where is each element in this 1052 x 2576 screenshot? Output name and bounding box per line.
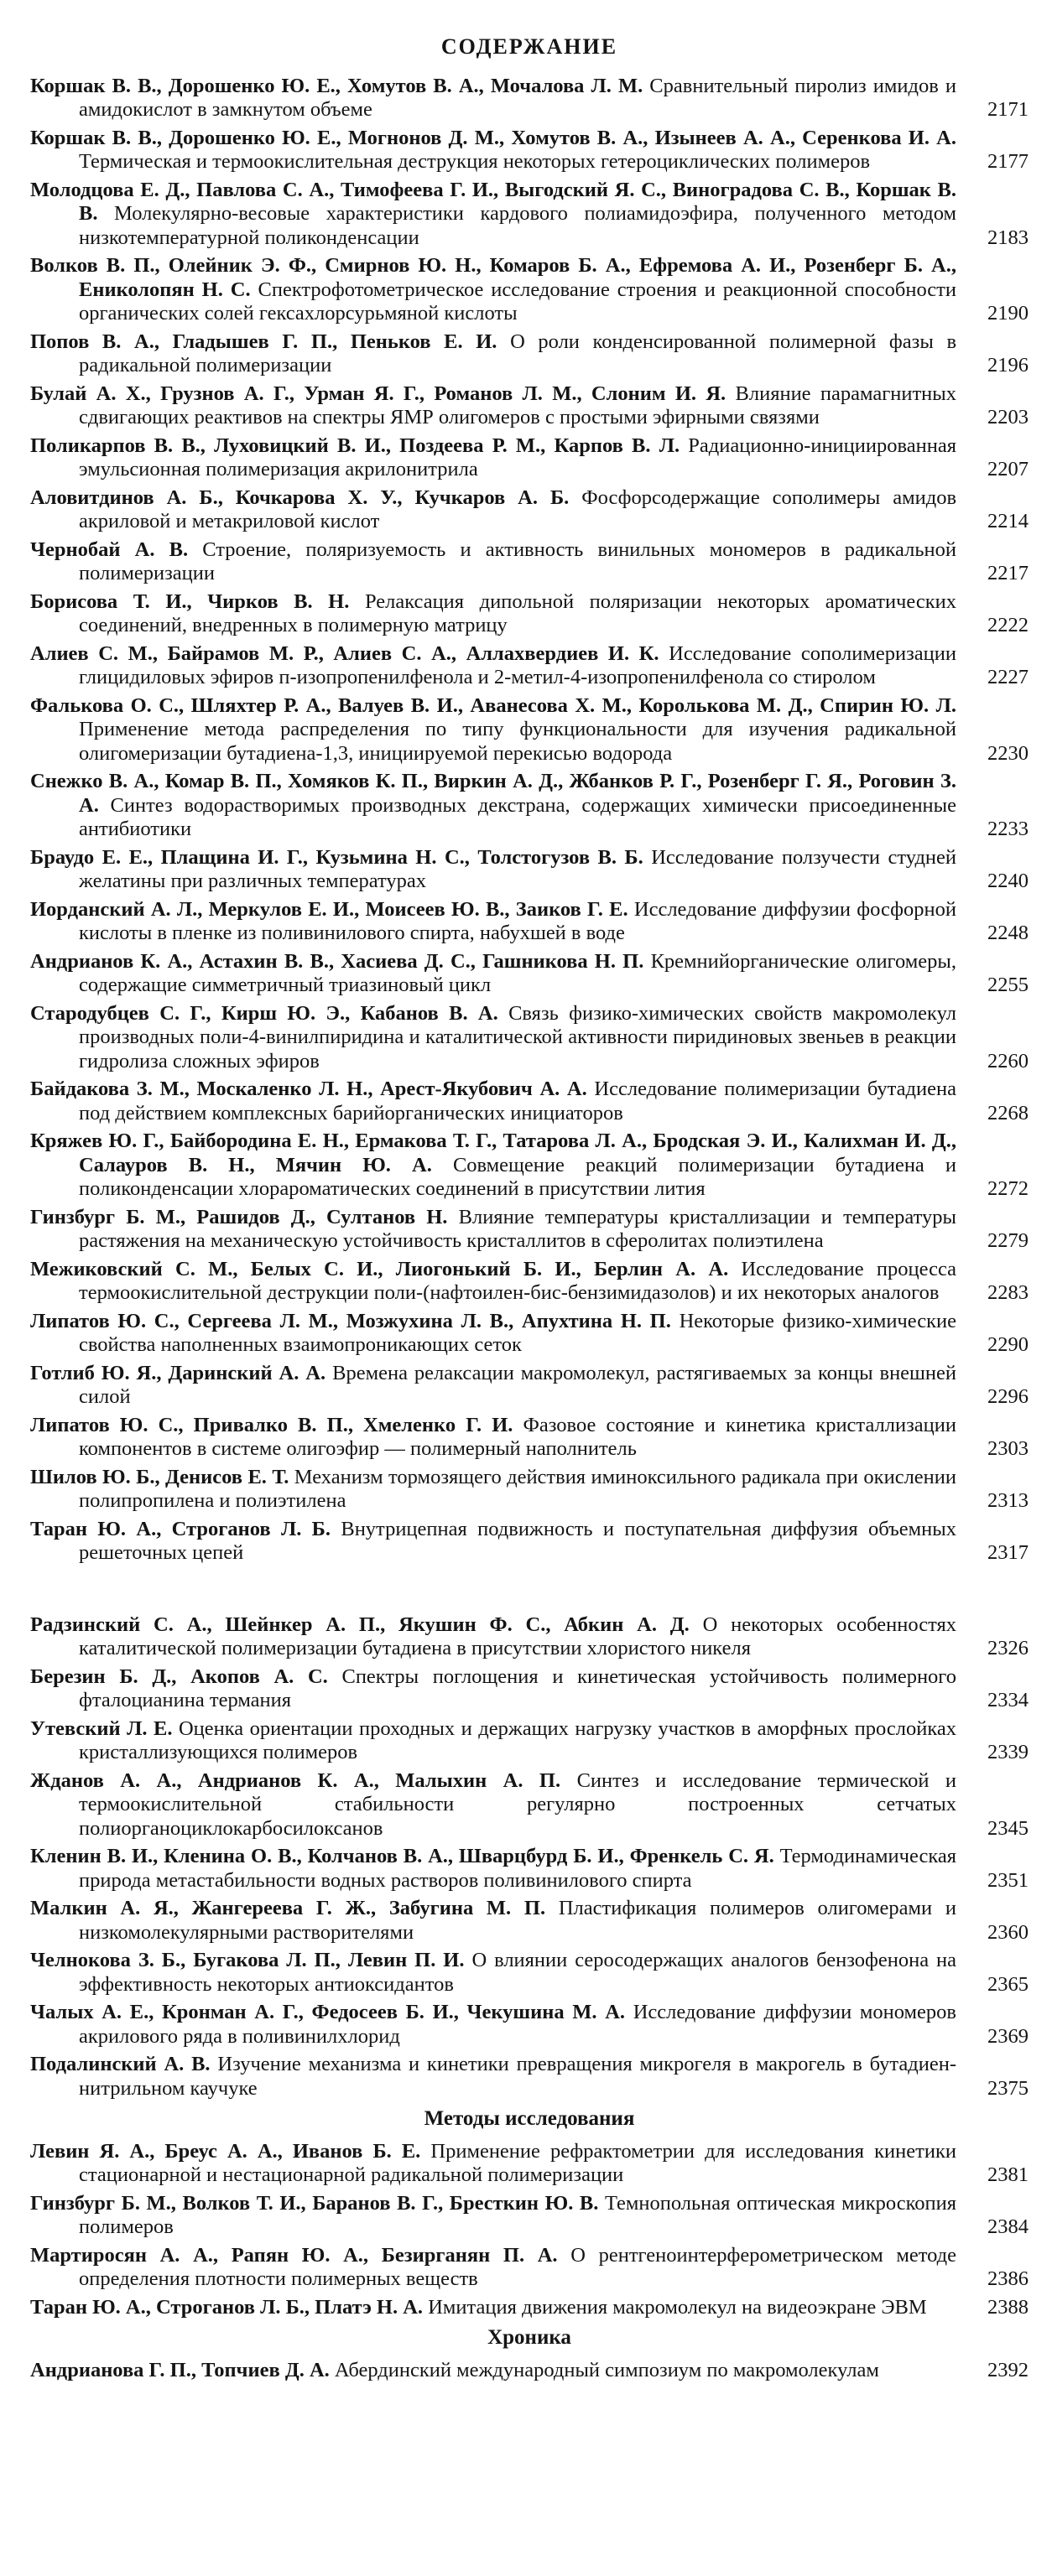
toc-entry-page-number: 2339: [987, 1741, 1029, 1763]
toc-entry: [30, 2296, 1029, 2320]
toc-entry-authors: Гинзбург Б. М., Рашидов Д., Султанов Н.: [30, 1205, 448, 1228]
toc-entry-page-number: 2203: [987, 406, 1029, 428]
toc-section-chronicle: [30, 2359, 1029, 2383]
toc-entry-page-number: 2255: [987, 974, 1029, 996]
toc-entry-authors: Шилов Ю. Б., Денисов Е. Т.: [30, 1465, 289, 1488]
toc-entry-text: [30, 330, 956, 378]
toc-entry-authors: Борисова Т. И., Чирков В. Н.: [30, 589, 350, 613]
toc-entry-text: [30, 694, 956, 766]
toc-entry-authors: Радзинский С. А., Шейнкер А. П., Якушин Ф. С., Абкин А. Д.: [30, 1613, 690, 1636]
toc-entry-text: [30, 1466, 956, 1514]
toc-entry-page-number: 2260: [987, 1049, 1029, 1072]
toc-entry-text: [30, 1310, 956, 1358]
toc-entry-authors: Липатов Ю. С., Привалко В. П., Хмеленко Г. И.: [30, 1413, 513, 1436]
toc-entry-title: Связь физико-химических свойств макромолекул производных поли-4-винилпиридина и каталитической активности пиридиновых звеньев в реакции гидролиза сложных эфиров: [79, 1001, 957, 1072]
toc-entry-page-number: 2272: [987, 1177, 1029, 1200]
toc-entry-authors: Молодцова Е. Д., Павлова С. А., Тимофеева Г. И., Выгодский Я. С., Виноградова С. В., Коршак В. В.: [30, 178, 956, 225]
toc-entry-page-number: 2360: [987, 1920, 1029, 1944]
toc-entry-title: О некоторых особенностях каталитической полимеризации бутадиена в присутствии хлористого никеля: [79, 1613, 956, 1659]
toc-entry: [30, 127, 1029, 174]
toc-entry-title: Влияние парамагнитных сдвигающих реактивов на спектры ЯМР олигомеров с простыми эфирными связями: [79, 382, 957, 428]
toc-entry-text: [30, 1518, 956, 1566]
toc-entry-text: [30, 1362, 956, 1410]
toc-entry: [30, 486, 1029, 534]
toc-entry-page-number: 2317: [987, 1541, 1029, 1564]
toc-entry-text: [30, 254, 956, 326]
toc-entry-authors: Липатов Ю. С., Сергеева Л. М., Мозжухина Л. В., Апухтина Н. П.: [30, 1309, 671, 1332]
toc-entry-page-number: 2240: [987, 870, 1029, 892]
toc-entry-text: [30, 770, 956, 842]
toc-entry-title: Синтез водорастворимых производных декстрана, содержащих химически присоединенные антибиотики: [79, 793, 956, 840]
toc-entry-text: [30, 1414, 956, 1462]
toc-entry-title: Сравнительный пиролиз имидов и амидокислот в замкнутом объеме: [79, 74, 956, 121]
toc-entry: [30, 1078, 1029, 1125]
toc-entry-page-number: 2384: [987, 2215, 1029, 2238]
toc-entry-authors: Готлиб Ю. Я., Даринский А. А.: [30, 1361, 326, 1384]
toc-entry-title: Применение рефрактометрии для исследования кинетики стационарной и нестационарной радикальной полимеризации: [79, 2139, 956, 2186]
toc-entry-authors: Утевский Л. Е.: [30, 1716, 173, 1740]
toc-entry-title: О роли конденсированной полимерной фазы в радикальной полимеризации: [79, 330, 957, 377]
toc-entry-title: Фазовое состояние и кинетика кристаллизации компонентов в системе олигоэфир — полимерный наполнитель: [79, 1413, 956, 1460]
toc-entry: [30, 1897, 1029, 1945]
toc-entry: [30, 382, 1029, 430]
toc-entry-authors: Булай А. Х., Грузнов А. Г., Урман Я. Г., Романов Л. М., Слоним И. Я.: [30, 382, 727, 405]
toc-entry-authors: Алиев С. М., Байрамов М. Р., Алиев С. А., Аллахвердиев И. К.: [30, 641, 659, 665]
toc-entry-authors: Кряжев Ю. Г., Байбородина Е. Н., Ермакова Т. Г., Татарова Л. А., Бродская Э. И., Калихман И. Д., Салауров В. Н., Мячин Ю. А.: [30, 1130, 956, 1176]
toc-entry-text: [30, 950, 956, 998]
toc-entry: [30, 2192, 1029, 2240]
toc-entry-page-number: 2290: [987, 1333, 1029, 1356]
toc-entry-page-number: 2268: [987, 1101, 1029, 1124]
toc-entry-title: Имитация движения макромолекул на видеоэкране ЭВМ: [428, 2295, 927, 2319]
toc-entry-title: Внутрицепная подвижность и поступательная диффузия объемных решеточных цепей: [79, 1517, 956, 1564]
toc-entry-page-number: 2313: [987, 1489, 1029, 1512]
toc-entry-text: [30, 1769, 956, 1841]
toc-entry-title: Радиационно-инициированная эмульсионная полимеризация акрилонитрила: [79, 434, 956, 480]
toc-entry-text: [30, 1949, 956, 1997]
toc-entry-text: [30, 1897, 956, 1945]
toc-entry-page-number: 2386: [987, 2267, 1029, 2290]
toc-entry-title: Исследование ползучести студней желатины при различных температурах: [79, 845, 957, 892]
toc-entry: [30, 1414, 1029, 1462]
toc-entry-text: [30, 179, 956, 251]
toc-entry-page-number: 2303: [987, 1437, 1029, 1460]
toc-entry-title: Строение, поляризуемость и активность винильных мономеров в радикальной полимеризации: [79, 538, 957, 584]
toc-entry-title: Термическая и термоокислительная деструкция некоторых гетероциклических полимеров: [79, 150, 871, 173]
toc-entry-page-number: 2369: [987, 2024, 1029, 2048]
toc-entry-authors: Таран Ю. А., Строганов Л. Б.: [30, 1517, 331, 1540]
toc-entry-page-number: 2214: [987, 510, 1029, 532]
toc-entry: [30, 434, 1029, 482]
toc-entry-text: [30, 590, 956, 638]
toc-entry-text: [30, 642, 956, 690]
toc-entry: [30, 254, 1029, 326]
toc-entry-text: [30, 1665, 956, 1713]
toc-entry-authors: Жданов А. А., Андрианов К. А., Малыхин А. П.: [30, 1768, 561, 1792]
toc-entry: [30, 1362, 1029, 1410]
toc-entry: [30, 179, 1029, 251]
toc-entry-authors: Челнокова З. Б., Бугакова Л. П., Левин П. И.: [30, 1949, 465, 1971]
toc-entry-title: Совмещение реакций полимеризации бутадиена и поликонденсации хлорароматических соединений в присутствии лития: [79, 1153, 957, 1200]
toc-entry: [30, 1130, 1029, 1202]
toc-entry-page-number: 2392: [987, 2358, 1029, 2381]
toc-entry-text: [30, 127, 956, 174]
toc-entry-page-number: 2388: [987, 2295, 1029, 2319]
toc-entry-title: Применение метода распределения по типу функциональности для изучения радикальной олигомеризации бутадиена-1,3, инициируемой перекисью водорода: [79, 718, 956, 765]
toc-entry-page-number: 2217: [987, 562, 1029, 584]
toc-entry-authors: Браудо Е. Е., Плащина И. Г., Кузьмина Н. С., Толстогузов В. Б.: [30, 845, 643, 869]
toc-entry-authors: Межиковский С. М., Белых С. И., Лиогонький Б. И., Берлин А. А.: [30, 1257, 729, 1280]
toc-entry-page-number: 2279: [987, 1229, 1029, 1252]
toc-entry-text: [30, 1258, 956, 1306]
toc-entry-text: [30, 1717, 956, 1765]
toc-entry-authors: Таран Ю. А., Строганов Л. Б., Платэ Н. А.: [30, 2295, 424, 2319]
toc-entry-title: Синтез и исследование термической и термоокислительной стабильности регулярно построенных сетчатых полиорганоциклокарбосилоксанов: [79, 1768, 957, 1840]
toc-entry: [30, 1258, 1029, 1306]
toc-section-secondary: [30, 1613, 1029, 2101]
toc-entry: [30, 2001, 1029, 2049]
toc-entry: [30, 330, 1029, 378]
toc-entry-text: [30, 382, 956, 430]
toc-entry-title: Влияние температуры кристаллизации и температуры растяжения на механическую устойчивость кристаллитов в сферолитах полиэтилена: [79, 1205, 956, 1252]
toc-entry-title: Исследование процесса термоокислительной деструкции поли-(нафтоилен-бис-бензимидазолов) и их некоторых аналогов: [79, 1257, 957, 1304]
toc-entry-title: Изучение механизма и кинетики превращения микрогеля в макрогель в бутадиен-нитрильном каучуке: [79, 2053, 956, 2100]
toc-entry-text: [30, 2001, 956, 2049]
toc-entry: [30, 1949, 1029, 1997]
toc-entry-authors: Андрианова Г. П., Топчиев Д. А.: [30, 2358, 330, 2381]
toc-entry-authors: Березин Б. Д., Акопов А. С.: [30, 1665, 328, 1688]
toc-entry-authors: Мартиросян А. А., Рапян Ю. А., Безирганян П. А.: [30, 2243, 558, 2267]
toc-entry: [30, 1717, 1029, 1765]
toc-entry-authors: Левин Я. А., Бреус А. А., Иванов Б. Е.: [30, 2139, 421, 2163]
toc-entry-authors: Иорданский А. Л., Меркулов Е. И., Моисеев Ю. В., Заиков Г. Е.: [30, 897, 628, 921]
toc-entry-title: О влиянии серосодержащих аналогов бензофенона на эффективность некоторых антиоксидантов: [79, 1949, 956, 1996]
toc-entry: [30, 950, 1029, 998]
toc-entry: [30, 2359, 1029, 2383]
toc-entry-authors: Снежко В. А., Комар В. П., Хомяков К. П., Виркин А. Д., Жбанков Р. Г., Розенберг Г. Я., Роговин З. А.: [30, 770, 956, 817]
toc-entry-page-number: 2190: [987, 302, 1029, 325]
toc-entry-authors: Кленин В. И., Кленина О. В., Колчанов В. А., Шварцбурд Б. И., Френкель С. Я.: [30, 1845, 774, 1867]
toc-entry: [30, 590, 1029, 638]
section-title-chronicle: Хроника: [487, 2326, 571, 2349]
toc-entry-title: Темнопольная оптическая микроскопия полимеров: [79, 2191, 957, 2238]
toc-entry-page-number: 2248: [987, 922, 1029, 944]
toc-entry-title: Фосфорсодержащие сополимеры амидов акриловой и метакриловой кислот: [79, 486, 957, 532]
toc-entry-page-number: 2196: [987, 354, 1029, 377]
toc-entry: [30, 1769, 1029, 1841]
toc-entry-page-number: 2183: [987, 226, 1029, 249]
toc-entry-page-number: 2381: [987, 2163, 1029, 2186]
toc-entry-text: [30, 1002, 956, 1074]
toc-entry-authors: Фалькова О. С., Шляхтер Р. А., Валуев В. И., Аванесова Х. М., Королькова М. Д., Спирин Ю. Л.: [30, 693, 956, 717]
toc-entry: [30, 2244, 1029, 2292]
toc-entry-authors: Аловитдинов А. Б., Кочкарова Х. У., Кучкаров А. Б.: [30, 486, 570, 509]
toc-entry-text: [30, 1845, 956, 1893]
toc-entry-title: Некоторые физико-химические свойства наполненных взаимопроникающих сеток: [79, 1309, 957, 1356]
toc-entry-title: Оценка ориентации проходных и держащих нагрузку участков в аморфных прослойках кристаллизующихся полимеров: [79, 1716, 956, 1763]
toc-entry: [30, 770, 1029, 842]
toc-entry-page-number: 2207: [987, 458, 1029, 480]
toc-entry-text: [30, 2192, 956, 2240]
toc-entry-authors: Коршак В. В., Дорошенко Ю. Е., Хомутов В. А., Мочалова Л. М.: [30, 74, 643, 97]
toc-entry-title: Абердинский международный симпозиум по макромолекулам: [334, 2358, 879, 2381]
toc-entry-title: Кремнийорганические олигомеры, содержащие симметричный триазиновый цикл: [79, 949, 956, 996]
toc-entry-page-number: 2230: [987, 741, 1029, 765]
toc-entry-title: Пластификация полимеров олигомерами и низкомолекулярными растворителями: [79, 1897, 956, 1944]
toc-entry: [30, 694, 1029, 766]
toc-entry-text: [30, 1130, 956, 1202]
toc-entry-title: Исследование сополимеризации глицидиловых эфиров п-изопропенилфенола и 2-метил-4-изопропенилфенола со стиролом: [79, 641, 956, 688]
toc-entry-page-number: 2227: [987, 666, 1029, 688]
toc-entry-text: [30, 1206, 956, 1254]
toc-entry-text: [30, 898, 956, 946]
toc-section-main: [30, 75, 1029, 1566]
toc-entry-text: [30, 2359, 956, 2383]
toc-entry-text: [30, 538, 956, 586]
toc-entry-page-number: 2177: [987, 150, 1029, 173]
toc-entry-title: О рентгеноинтерферометрическом методе определения плотности полимерных веществ: [79, 2243, 957, 2290]
toc-entry-title: Термодинамическая природа метастабильности водных растворов поливинилового спирта: [79, 1845, 957, 1892]
toc-entry: [30, 1002, 1029, 1074]
toc-entry-title: Исследование диффузии мономеров акрилового ряда в поливинилхлорид: [79, 2001, 956, 2048]
toc-entry: [30, 2053, 1029, 2101]
toc-entry-title: Времена релаксации макромолекул, растягиваемых за концы внешней силой: [79, 1361, 957, 1408]
section-title-methods: Методы исследования: [424, 2107, 635, 2130]
toc-entry-title: Механизм тормозящего действия иминоксильного радикала при окислении полипропилена и полиэтилена: [79, 1465, 957, 1512]
toc-entry-authors: Попов В. А., Гладышев Г. П., Пеньков Е. И.: [30, 330, 497, 353]
toc-entry-page-number: 2345: [987, 1816, 1029, 1840]
toc-entry-page-number: 2283: [987, 1281, 1029, 1304]
toc-entry-page-number: 2334: [987, 1689, 1029, 1711]
toc-entry: [30, 1206, 1029, 1254]
toc-entry-text: [30, 1613, 956, 1661]
toc-section-methods: [30, 2140, 1029, 2320]
toc-entry-title: Исследование диффузии фосфорной кислоты в пленке из поливинилового спирта, набухшей в воде: [79, 897, 956, 944]
toc-entry-authors: Коршак В. В., Дорошенко Ю. Е., Могнонов Д. М., Хомутов В. А., Изынеев А. А., Серенкова И. А.: [30, 126, 956, 149]
toc-entry-authors: Гинзбург Б. М., Волков Т. И., Баранов В. Г., Бресткин Ю. В.: [30, 2191, 599, 2215]
toc-entry-page-number: 2351: [987, 1868, 1029, 1892]
toc-entry-authors: Байдакова З. М., Москаленко Л. Н., Арест-Якубович А. А.: [30, 1078, 587, 1100]
toc-entry: [30, 846, 1029, 894]
toc-entry: [30, 1665, 1029, 1713]
toc-entry-title: Спектры поглощения и кинетическая устойчивость полимерного фталоцианина термания: [79, 1665, 956, 1711]
toc-entry-page-number: 2365: [987, 1972, 1029, 1996]
toc-entry-authors: Чалых А. Е., Кронман А. Г., Федосеев Б. И., Чекушина М. А.: [30, 2001, 626, 2023]
toc-entry: [30, 1613, 1029, 1661]
toc-entry-text: [30, 75, 956, 122]
toc-entry-authors: Стародубцев С. Г., Кирш Ю. Э., Кабанов В. А.: [30, 1001, 498, 1025]
toc-entry-title: Молекулярно-весовые характеристики кардового полиамидоэфира, полученного методом низкотемпературной поликонденсации: [79, 202, 957, 249]
toc-entry: [30, 1518, 1029, 1566]
toc-entry-text: [30, 2140, 956, 2188]
toc-entry-text: [30, 2296, 956, 2320]
toc-entry: [30, 2140, 1029, 2188]
toc-entry-authors: Подалинский А. В.: [30, 2053, 211, 2075]
toc-entry-title: Исследование полимеризации бутадиена под действием комплексных барийорганических инициаторов: [79, 1078, 956, 1124]
toc-entry-page-number: 2326: [987, 1637, 1029, 1659]
toc-entry-page-number: 2375: [987, 2076, 1029, 2100]
toc-entry-authors: Поликарпов В. В., Луховицкий В. И., Поздеева Р. М., Карпов В. Л.: [30, 434, 680, 457]
toc-heading: СОДЕРЖАНИЕ: [440, 34, 618, 59]
toc-entry-authors: Чернобай А. В.: [30, 538, 189, 561]
toc-entry-text: [30, 2053, 956, 2101]
toc-entry: [30, 538, 1029, 586]
toc-entry-page-number: 2222: [987, 614, 1029, 636]
toc-entry: [30, 642, 1029, 690]
toc-entry-text: [30, 846, 956, 894]
toc-entry-page-number: 2171: [987, 98, 1029, 121]
toc-entry: [30, 1845, 1029, 1893]
toc-entry-page-number: 2296: [987, 1385, 1029, 1408]
toc-entry-authors: Волков В. П., Олейник Э. Ф., Смирнов Ю. Н., Комаров Б. А., Ефремова А. И., Розенберг Б. А., Ениколопян Н. С.: [30, 254, 956, 301]
section-gap: [30, 1570, 1029, 1613]
toc-entry-text: [30, 1078, 956, 1125]
toc-entry: [30, 898, 1029, 946]
toc-entry-title: Спектрофотометрическое исследование строения и реакционной способности органических солей гексахлорсурьмяной кислоты: [79, 278, 956, 325]
toc-entry-text: [30, 434, 956, 482]
toc-entry: [30, 75, 1029, 122]
toc-entry-title: Релаксация дипольной поляризации некоторых ароматических соединений, внедренных в полимерную матрицу: [79, 589, 957, 636]
toc-entry: [30, 1466, 1029, 1514]
toc-entry: [30, 1310, 1029, 1358]
toc-entry-text: [30, 2244, 956, 2292]
toc-entry-authors: Андрианов К. А., Астахин В. В., Хасиева Д. С., Гашникова Н. П.: [30, 949, 644, 973]
toc-entry-text: [30, 486, 956, 534]
toc-entry-authors: Малкин А. Я., Жангереева Г. Ж., Забугина М. П.: [30, 1897, 546, 1919]
toc-entry-page-number: 2233: [987, 818, 1029, 840]
